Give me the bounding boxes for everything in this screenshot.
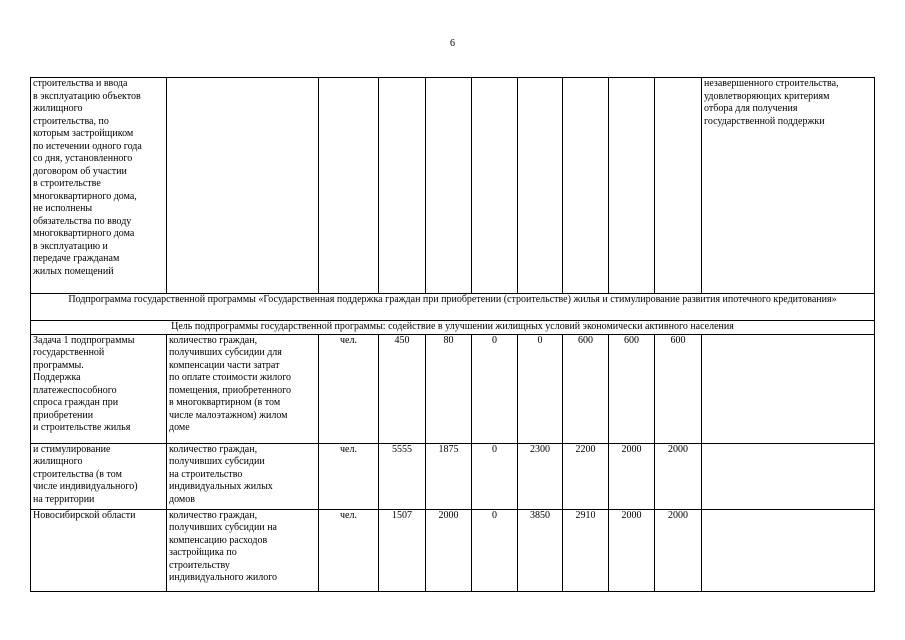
task-cell <box>31 334 167 443</box>
value-cell <box>426 78 472 294</box>
value-cell: 600 <box>655 334 702 443</box>
value-cell <box>563 78 609 294</box>
result-text: незавершенного строительства, удовлетворяющих критериям отбора для получения государственной поддержки <box>704 78 839 127</box>
indicator-text: количество граждан, получивших субсидии на компенсацию расходов застройщика по строительству индивидуального жилого <box>169 509 278 583</box>
task-text: Новосибирской области <box>33 509 136 521</box>
indicator-cell <box>167 509 319 591</box>
value-cell: 2000 <box>609 443 655 509</box>
value-cell: 2000 <box>609 509 655 591</box>
value-cell: 0 <box>472 334 518 443</box>
result-cell <box>702 78 875 294</box>
indicator-cell <box>167 443 319 509</box>
result-cell <box>702 334 875 443</box>
value-cell: 2000 <box>655 509 702 591</box>
indicator-text: количество граждан, получивших субсидии для компенсации части затрат по оплате стоимости жилого помещения, приобретенного в многоквартирном (в том числе малоэтажном) жилом доме <box>169 334 292 433</box>
indicators-table <box>30 77 875 592</box>
value-cell <box>472 78 518 294</box>
value-cell: 2000 <box>426 509 472 591</box>
value-cell: 1875 <box>426 443 472 509</box>
value-cell: 0 <box>472 443 518 509</box>
value-cell: 80 <box>426 334 472 443</box>
table-row <box>31 294 875 321</box>
value-cell: 1507 <box>379 509 426 591</box>
task-text: и стимулирование жилищного строительства (в том числе индивидуального) на территории <box>33 443 138 505</box>
value-cell <box>609 78 655 294</box>
table-row <box>31 321 875 335</box>
value-cell: 5555 <box>379 443 426 509</box>
value-cell <box>518 78 563 294</box>
value-cell <box>379 78 426 294</box>
result-cell <box>702 509 875 591</box>
unit-cell: чел. <box>319 443 379 509</box>
value-cell: 600 <box>563 334 609 443</box>
subprogram-goal: Цель подпрограммы государственной программы: содействие в улучшении жилищных условий экономически активного населения <box>31 321 875 335</box>
table-row <box>31 443 875 509</box>
value-cell: 2200 <box>563 443 609 509</box>
task-cell <box>31 509 167 591</box>
task-text: строительства и ввода в эксплуатацию объектов жилищного строительства, по которым застройщиком по истечении одного года со дня, установленного договором об участии в строительстве многоквартирного дома, не исполнены обязательства по вводу многоквартирного дома в эксплуатацию и передаче гражданам жилых помещений <box>33 78 142 277</box>
unit-cell <box>319 78 379 294</box>
value-cell <box>655 78 702 294</box>
value-cell: 450 <box>379 334 426 443</box>
table-row <box>31 334 875 443</box>
task-cell <box>31 78 167 294</box>
value-cell: 2910 <box>563 509 609 591</box>
subprogram-title: Подпрограмма государственной программы «Государственная поддержка граждан при приобретении (строительстве) жилья и стимулирование развития ипотечного кредитования» <box>31 294 875 321</box>
value-cell: 600 <box>609 334 655 443</box>
page-number: 6 <box>450 38 455 49</box>
result-cell <box>702 443 875 509</box>
value-cell: 0 <box>518 334 563 443</box>
value-cell: 3850 <box>518 509 563 591</box>
unit-cell: чел. <box>319 509 379 591</box>
table-row <box>31 78 875 294</box>
value-cell: 0 <box>472 509 518 591</box>
unit-cell: чел. <box>319 334 379 443</box>
task-cell <box>31 443 167 509</box>
indicator-cell <box>167 78 319 294</box>
indicator-text: количество граждан, получивших субсидии на строительство индивидуальных жилых домов <box>169 443 273 505</box>
indicator-cell <box>167 334 319 443</box>
task-text: Задача 1 подпрограммы государственной программы. Поддержка платежеспособного спроса граждан при приобретении и строительстве жилья <box>33 334 135 433</box>
table-row <box>31 509 875 591</box>
value-cell: 2300 <box>518 443 563 509</box>
value-cell: 2000 <box>655 443 702 509</box>
